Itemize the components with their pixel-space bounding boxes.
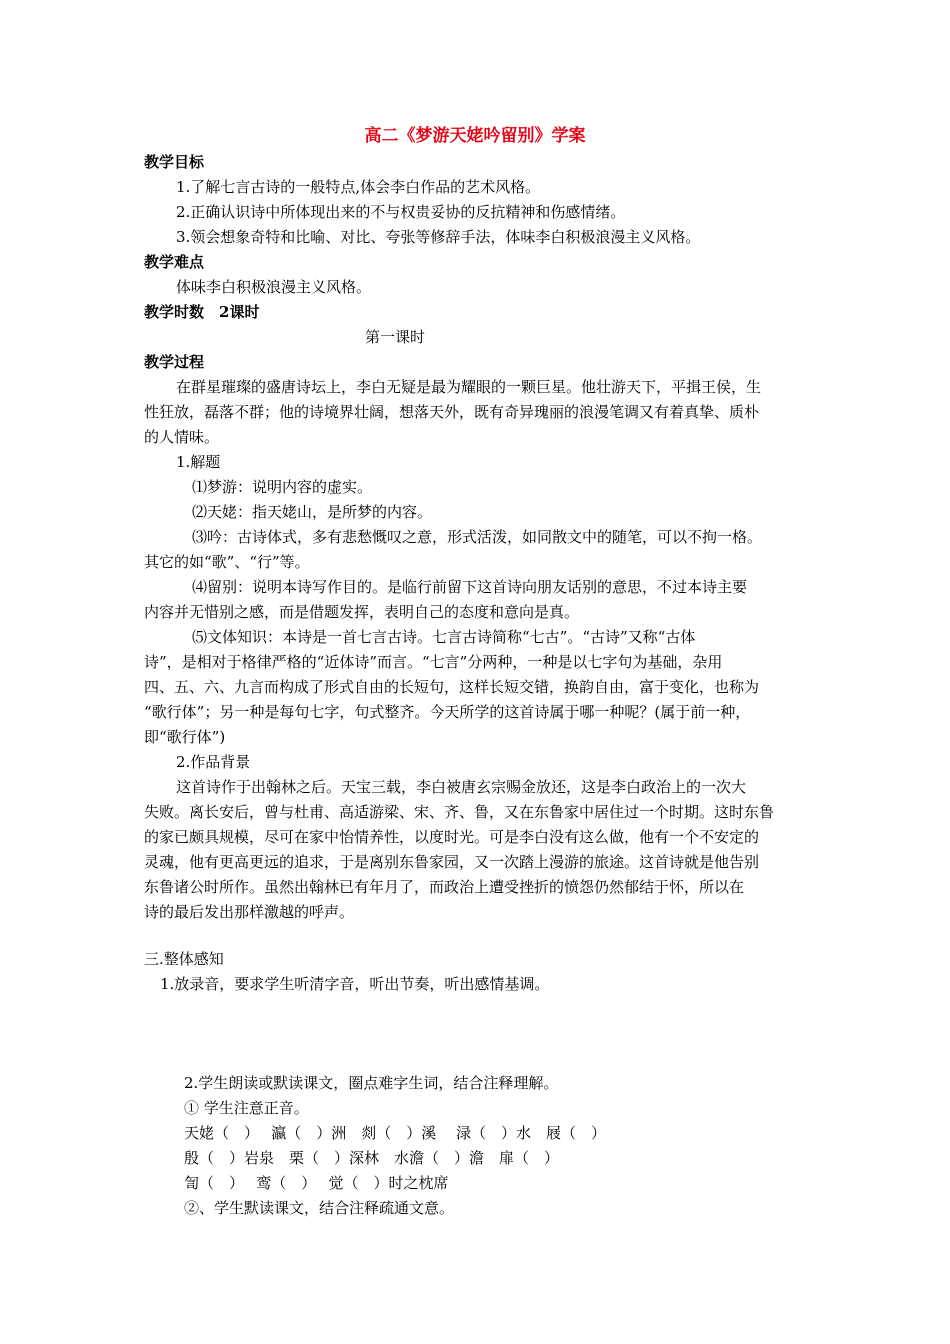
section1-heading: 1.解题	[176, 453, 221, 471]
goal-item: 2.正确认识诗中所体现出来的不与权贵妥协的反抗精神和伤感情绪。	[176, 203, 626, 221]
explain-item-2: ⑵天姥：指天姥山，是所梦的内容。	[192, 503, 433, 521]
section3-item-2: 2.学生朗读或默读课文，圈点难字生词，结合注释理解。	[184, 1074, 559, 1092]
difficulty-heading: 教学难点	[144, 253, 205, 271]
difficulty-text: 体味李白积极浪漫主义风格。	[176, 278, 372, 296]
intro-line: 的人情味。	[144, 428, 220, 446]
section3-heading: 三.整体感知	[144, 950, 224, 968]
goal-item: 3.领会想象奇特和比喻、对比、夸张等修辞手法，体味李白积极浪漫主义风格。	[176, 228, 701, 246]
explain-item-4: ⑷留别：说明本诗写作目的。是临行前留下这首诗向朋友话别的意思，不过本诗主要	[192, 578, 748, 596]
background-line: 灵魂，他有更高更远的追求，于是离别东鲁家园，又一次踏上漫游的旅途。这首诗就是他告别	[144, 853, 760, 871]
background-line: 东鲁诸公时所作。虽然出翰林已有年月了，而政治上遭受挫折的愤怨仍然郁结于怀，所以在	[144, 878, 745, 896]
explain-item-3: ⑶吟：古诗体式，多有悲愁慨叹之意，形式活泼，如同散文中的随笔，可以不拘一格。	[192, 528, 763, 546]
process-heading: 教学过程	[144, 353, 205, 371]
pronunciation-line: 訇（ ） 鸾（ ） 觉（ ）时之枕席	[184, 1174, 449, 1192]
document-title: 高二《梦游天姥吟留别》学案	[364, 126, 586, 146]
background-line: 这首诗作于出翰林之后。天宝三载，李白被唐玄宗赐金放还，这是李白政治上的一次大	[176, 778, 747, 796]
section3-item-1: 1.放录音，要求学生听清字音，听出节奏，听出感情基调。	[160, 975, 550, 993]
explain-item-5-cont: 即“歌行体”)	[144, 728, 226, 746]
background-line: 诗的最后发出那样激越的呼声。	[144, 903, 355, 921]
explain-item-1: ⑴梦游：说明内容的虚实。	[192, 478, 373, 496]
explain-item-5-cont: 诗”，是相对于格律严格的“近体诗”而言。“七言”分两种，一种是以七字句为基础，杂用	[144, 653, 723, 671]
lesson-heading: 第一课时	[364, 328, 425, 346]
background-line: 失败。离长安后，曾与杜甫、高适游梁、宋、齐、鲁，又在东鲁家中居住过一个时期。这时东鲁	[144, 803, 775, 821]
explain-item-5: ⑸文体知识：本诗是一首七言古诗。七言古诗简称“七古”。“古诗”又称“古体	[192, 628, 696, 646]
teaching-hours: 教学时数 2课时	[144, 303, 260, 321]
goal-item: 1.了解七言古诗的一般特点,体会李白作品的艺术风格。	[176, 178, 541, 196]
goals-heading: 教学目标	[144, 153, 205, 171]
explain-item-3-cont: 其它的如“歌”、“行”等。	[144, 553, 310, 571]
section2-heading: 2.作品背景	[176, 753, 251, 771]
pronunciation-line: 殷（ ）岩泉 栗（ ）深林 水澹（ ）澹 扉（ ）	[184, 1149, 560, 1167]
pronunciation-line: 天姥（ ） 瀛（ ）洲 剡（ ）溪 渌（ ）水 屐（ ）	[184, 1124, 607, 1142]
explain-item-4-cont: 内容并无惜别之感，而是借题发挥，表明自己的态度和意向是真。	[144, 603, 580, 621]
explain-item-5-cont: 四、五、六、九言而构成了形式自由的长短句，这样长短交错，换韵自由，富于变化，也称为	[144, 678, 760, 696]
reading-task: ②、学生默读课文，结合注释疏通文意。	[184, 1199, 455, 1217]
pronunciation-heading: ① 学生注意正音。	[184, 1099, 309, 1117]
explain-item-5-cont: “歌行体”；另一种是每句七字，句式整齐。今天所学的这首诗属于哪一种呢？(属于前一种，	[144, 703, 751, 721]
intro-line: 性狂放，磊落不群；他的诗境界壮阔，想落天外，既有奇异瑰丽的浪漫笔调又有着真挚、质朴	[144, 403, 760, 421]
background-line: 的家已颇具规模，尽可在家中怡情养性，以度时光。可是李白没有这么做，他有一个不安定的	[144, 828, 760, 846]
intro-line: 在群星璀璨的盛唐诗坛上，李白无疑是最为耀眼的一颗巨星。他壮游天下，平揖王侯，生	[176, 378, 762, 396]
